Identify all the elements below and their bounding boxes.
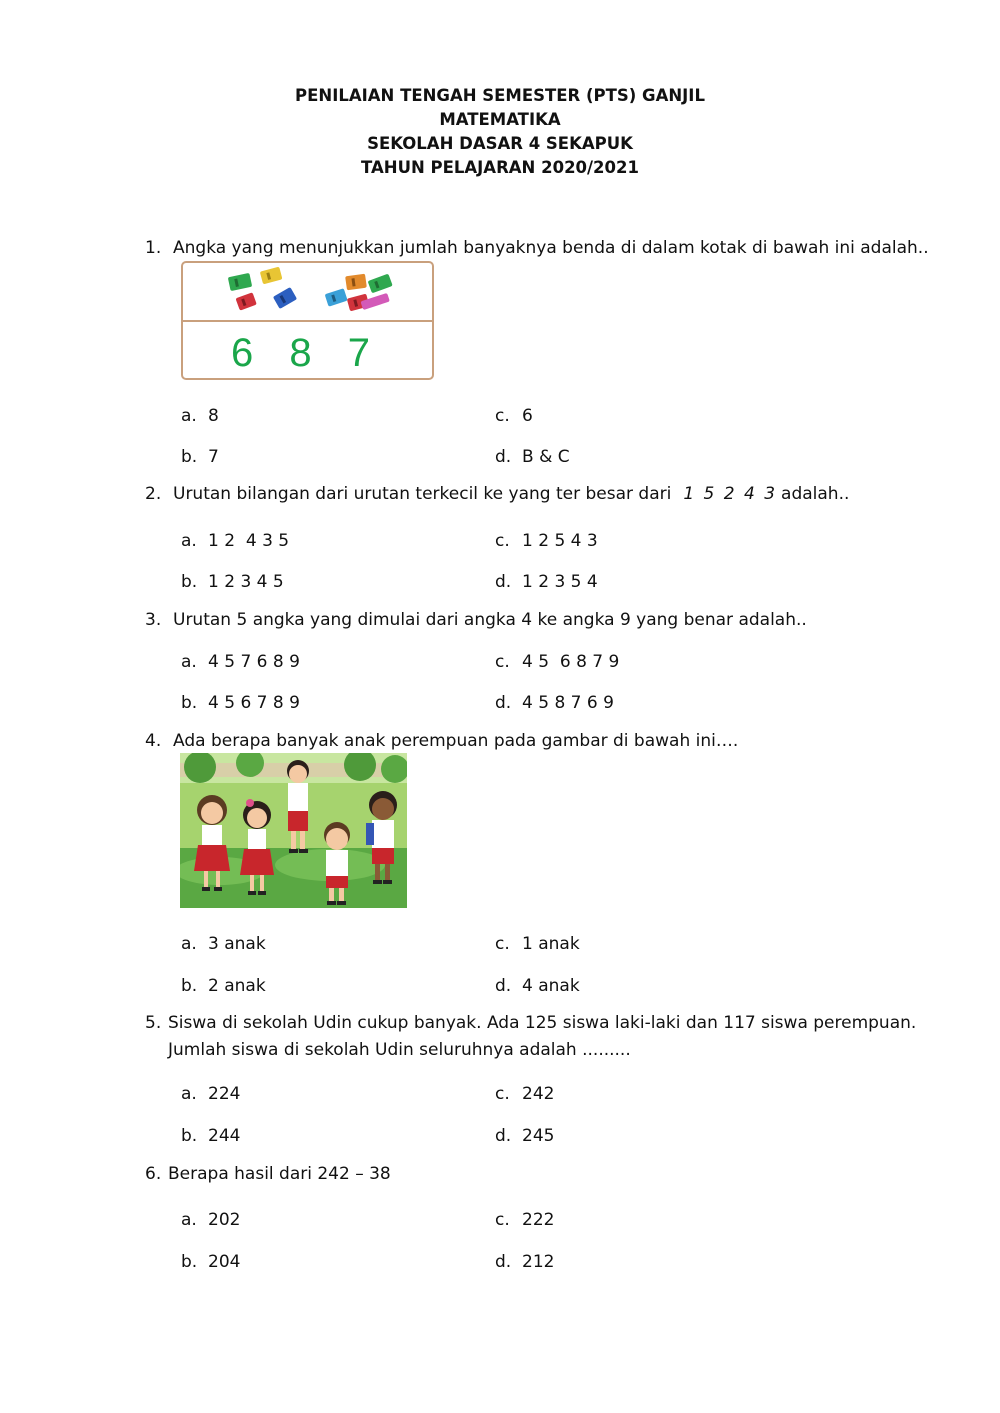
- question-number: 4.: [145, 731, 162, 751]
- header-school: SEKOLAH DASAR 4 SEKAPUK: [367, 134, 633, 153]
- option-text: 4 5 8 7 6 9: [522, 693, 614, 713]
- question-2: [145, 483, 849, 505]
- option-b[interactable]: b. 244: [181, 1126, 241, 1146]
- option-text: 222: [522, 1210, 555, 1230]
- digit: 6: [231, 331, 254, 375]
- digit: 8: [289, 331, 312, 375]
- pencil-sharpener-icon: [235, 292, 256, 310]
- header-subject: MATEMATIKA: [439, 110, 561, 129]
- option-text: B & C: [522, 447, 570, 467]
- question-text: Berapa hasil dari 242 – 38: [168, 1164, 391, 1184]
- digit-row: [183, 329, 432, 377]
- option-text: 6: [522, 406, 533, 426]
- question-text: Siswa di sekolah Udin cukup banyak. Ada 125 siswa laki-laki dan 117 siswa perempuan.: [168, 1013, 917, 1033]
- number-sequence: 1 5 2 4 3: [683, 484, 778, 504]
- header-title: PENILAIAN TENGAH SEMESTER (PTS) GANJIL: [295, 86, 705, 105]
- option-b[interactable]: b. 7: [181, 447, 219, 467]
- option-a[interactable]: a. 8: [181, 406, 219, 426]
- option-d[interactable]: d. 1 2 3 5 4: [495, 572, 598, 592]
- question-number: 5.: [145, 1013, 162, 1033]
- option-b[interactable]: b. 1 2 3 4 5: [181, 572, 284, 592]
- question-text: Angka yang menunjukkan jumlah banyaknya benda di dalam kotak di bawah ini adalah..: [173, 238, 929, 258]
- option-a[interactable]: a. 224: [181, 1084, 241, 1104]
- option-d[interactable]: d. 212: [495, 1252, 555, 1272]
- option-a[interactable]: a. 202: [181, 1210, 241, 1230]
- option-c[interactable]: c. 242: [495, 1084, 555, 1104]
- header-year: TAHUN PELAJARAN 2020/2021: [361, 158, 639, 177]
- option-d[interactable]: d. 4 5 8 7 6 9: [495, 693, 614, 713]
- option-text: 204: [208, 1252, 241, 1272]
- option-d[interactable]: d. 245: [495, 1126, 555, 1146]
- students-picture: [180, 753, 407, 908]
- option-text: 1 2 3 5 4: [522, 572, 598, 592]
- question-5-line-2: Jumlah siswa di sekolah Udin seluruhnya adalah .........: [168, 1040, 631, 1060]
- option-text: 244: [208, 1126, 241, 1146]
- option-c[interactable]: c. 222: [495, 1210, 555, 1230]
- option-a[interactable]: a. 3 anak: [181, 934, 266, 954]
- question-1: [145, 237, 929, 259]
- sharpeners-illustration: [183, 263, 432, 318]
- option-text: 242: [522, 1084, 555, 1104]
- option-c[interactable]: c. 1 anak: [495, 934, 580, 954]
- option-text: 245: [522, 1126, 555, 1146]
- option-text: 1 2 4 3 5: [208, 531, 290, 551]
- option-c[interactable]: c. 6: [495, 406, 533, 426]
- digit: 7: [347, 331, 370, 375]
- option-c[interactable]: c. 1 2 5 4 3: [495, 531, 598, 551]
- option-b[interactable]: b. 4 5 6 7 8 9: [181, 693, 300, 713]
- children-illustration: [180, 753, 407, 908]
- option-text: 3 anak: [208, 934, 266, 954]
- pencil-sharpener-icon: [345, 274, 367, 291]
- option-text: 7: [208, 447, 219, 467]
- option-text: 4 anak: [522, 976, 580, 996]
- question-4: [145, 730, 738, 752]
- question-text: Urutan 5 angka yang dimulai dari angka 4 ke angka 9 yang benar adalah..: [173, 610, 807, 630]
- pencil-sharpener-icon: [368, 274, 393, 294]
- option-text: 1 2 3 4 5: [208, 572, 284, 592]
- option-d[interactable]: d. B & C: [495, 447, 570, 467]
- option-text: 202: [208, 1210, 241, 1230]
- question-5: [145, 1012, 916, 1034]
- question-3: [145, 609, 807, 631]
- question-text-end: adalah..: [781, 484, 850, 504]
- pencil-sharpener-icon: [228, 273, 252, 291]
- option-text: 4 5 6 7 8 9: [208, 693, 300, 713]
- option-a[interactable]: a. 4 5 7 6 8 9: [181, 652, 300, 672]
- option-text: 4 5 6 8 7 9: [522, 652, 620, 672]
- option-text: 1 2 5 4 3: [522, 531, 598, 551]
- box-divider: [183, 320, 432, 322]
- option-text: 212: [522, 1252, 555, 1272]
- pencil-sharpener-icon: [325, 288, 348, 307]
- question-1-image-box: [181, 261, 434, 380]
- question-number: 2.: [145, 484, 162, 504]
- option-text: 1 anak: [522, 934, 580, 954]
- document-header: [0, 84, 1000, 180]
- question-text: Ada berapa banyak anak perempuan pada gambar di bawah ini….: [173, 731, 739, 751]
- option-text: 8: [208, 406, 219, 426]
- question-6: [145, 1163, 391, 1185]
- option-c[interactable]: c. 4 5 6 8 7 9: [495, 652, 620, 672]
- option-b[interactable]: b. 2 anak: [181, 976, 266, 996]
- question-number: 6.: [145, 1164, 162, 1184]
- option-a[interactable]: a. 1 2 4 3 5: [181, 531, 290, 551]
- option-b[interactable]: b. 204: [181, 1252, 241, 1272]
- option-text: 224: [208, 1084, 241, 1104]
- pencil-sharpener-icon: [260, 267, 283, 285]
- question-text: Urutan bilangan dari urutan terkecil ke yang ter besar dari: [173, 484, 672, 504]
- question-number: 1.: [145, 238, 162, 258]
- option-d[interactable]: d. 4 anak: [495, 976, 580, 996]
- option-text: 4 5 7 6 8 9: [208, 652, 300, 672]
- option-text: 2 anak: [208, 976, 266, 996]
- pencil-sharpener-icon: [273, 287, 297, 309]
- question-number: 3.: [145, 610, 162, 630]
